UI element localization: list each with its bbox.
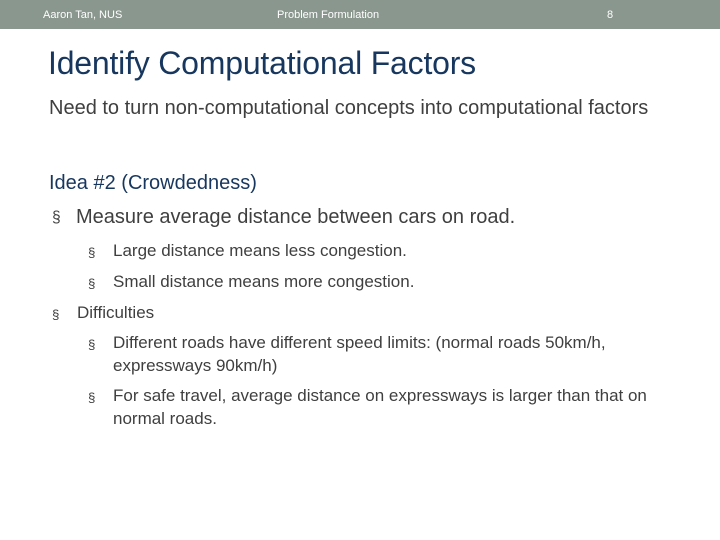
header-author: Aaron Tan, NUS [43, 9, 123, 21]
intro-text: Need to turn non-computational concepts into computational factors [49, 97, 649, 119]
bullet-text: For safe travel, average distance on expressways is larger than that on normal roads. [113, 386, 647, 428]
bullet-text: Large distance means less congestion. [113, 241, 407, 260]
bullet-difficulties [52, 301, 154, 324]
bullet-measure-distance [52, 206, 515, 229]
page-number: 8 [607, 9, 614, 21]
bullet-text: Small distance means more congestion. [113, 272, 415, 291]
bullet-marker-icon: § [52, 209, 61, 226]
slide-header-bar [0, 0, 720, 29]
slide-title: Identify Computational Factors [48, 45, 476, 81]
bullet-marker-icon: § [88, 276, 96, 291]
bullet-marker-icon: § [88, 337, 96, 352]
bullet-text: Measure average distance between cars on road. [76, 206, 516, 228]
bullet-text: Difficulties [77, 303, 155, 322]
bullet-text: Different roads have different speed limits: (normal roads 50km/h, expressways 90km/h) [113, 333, 606, 375]
sub-bullet-small-distance [88, 270, 414, 293]
bullet-marker-icon: § [88, 245, 96, 260]
bullet-marker-icon: § [52, 307, 60, 322]
bullet-marker-icon: § [88, 390, 96, 405]
sub-bullet-safe-travel [88, 384, 688, 430]
sub-bullet-speed-limits [88, 331, 648, 377]
sub-bullet-large-distance [88, 239, 407, 262]
idea-heading: Idea #2 (Crowdedness) [49, 172, 257, 194]
header-topic: Problem Formulation [277, 9, 380, 21]
